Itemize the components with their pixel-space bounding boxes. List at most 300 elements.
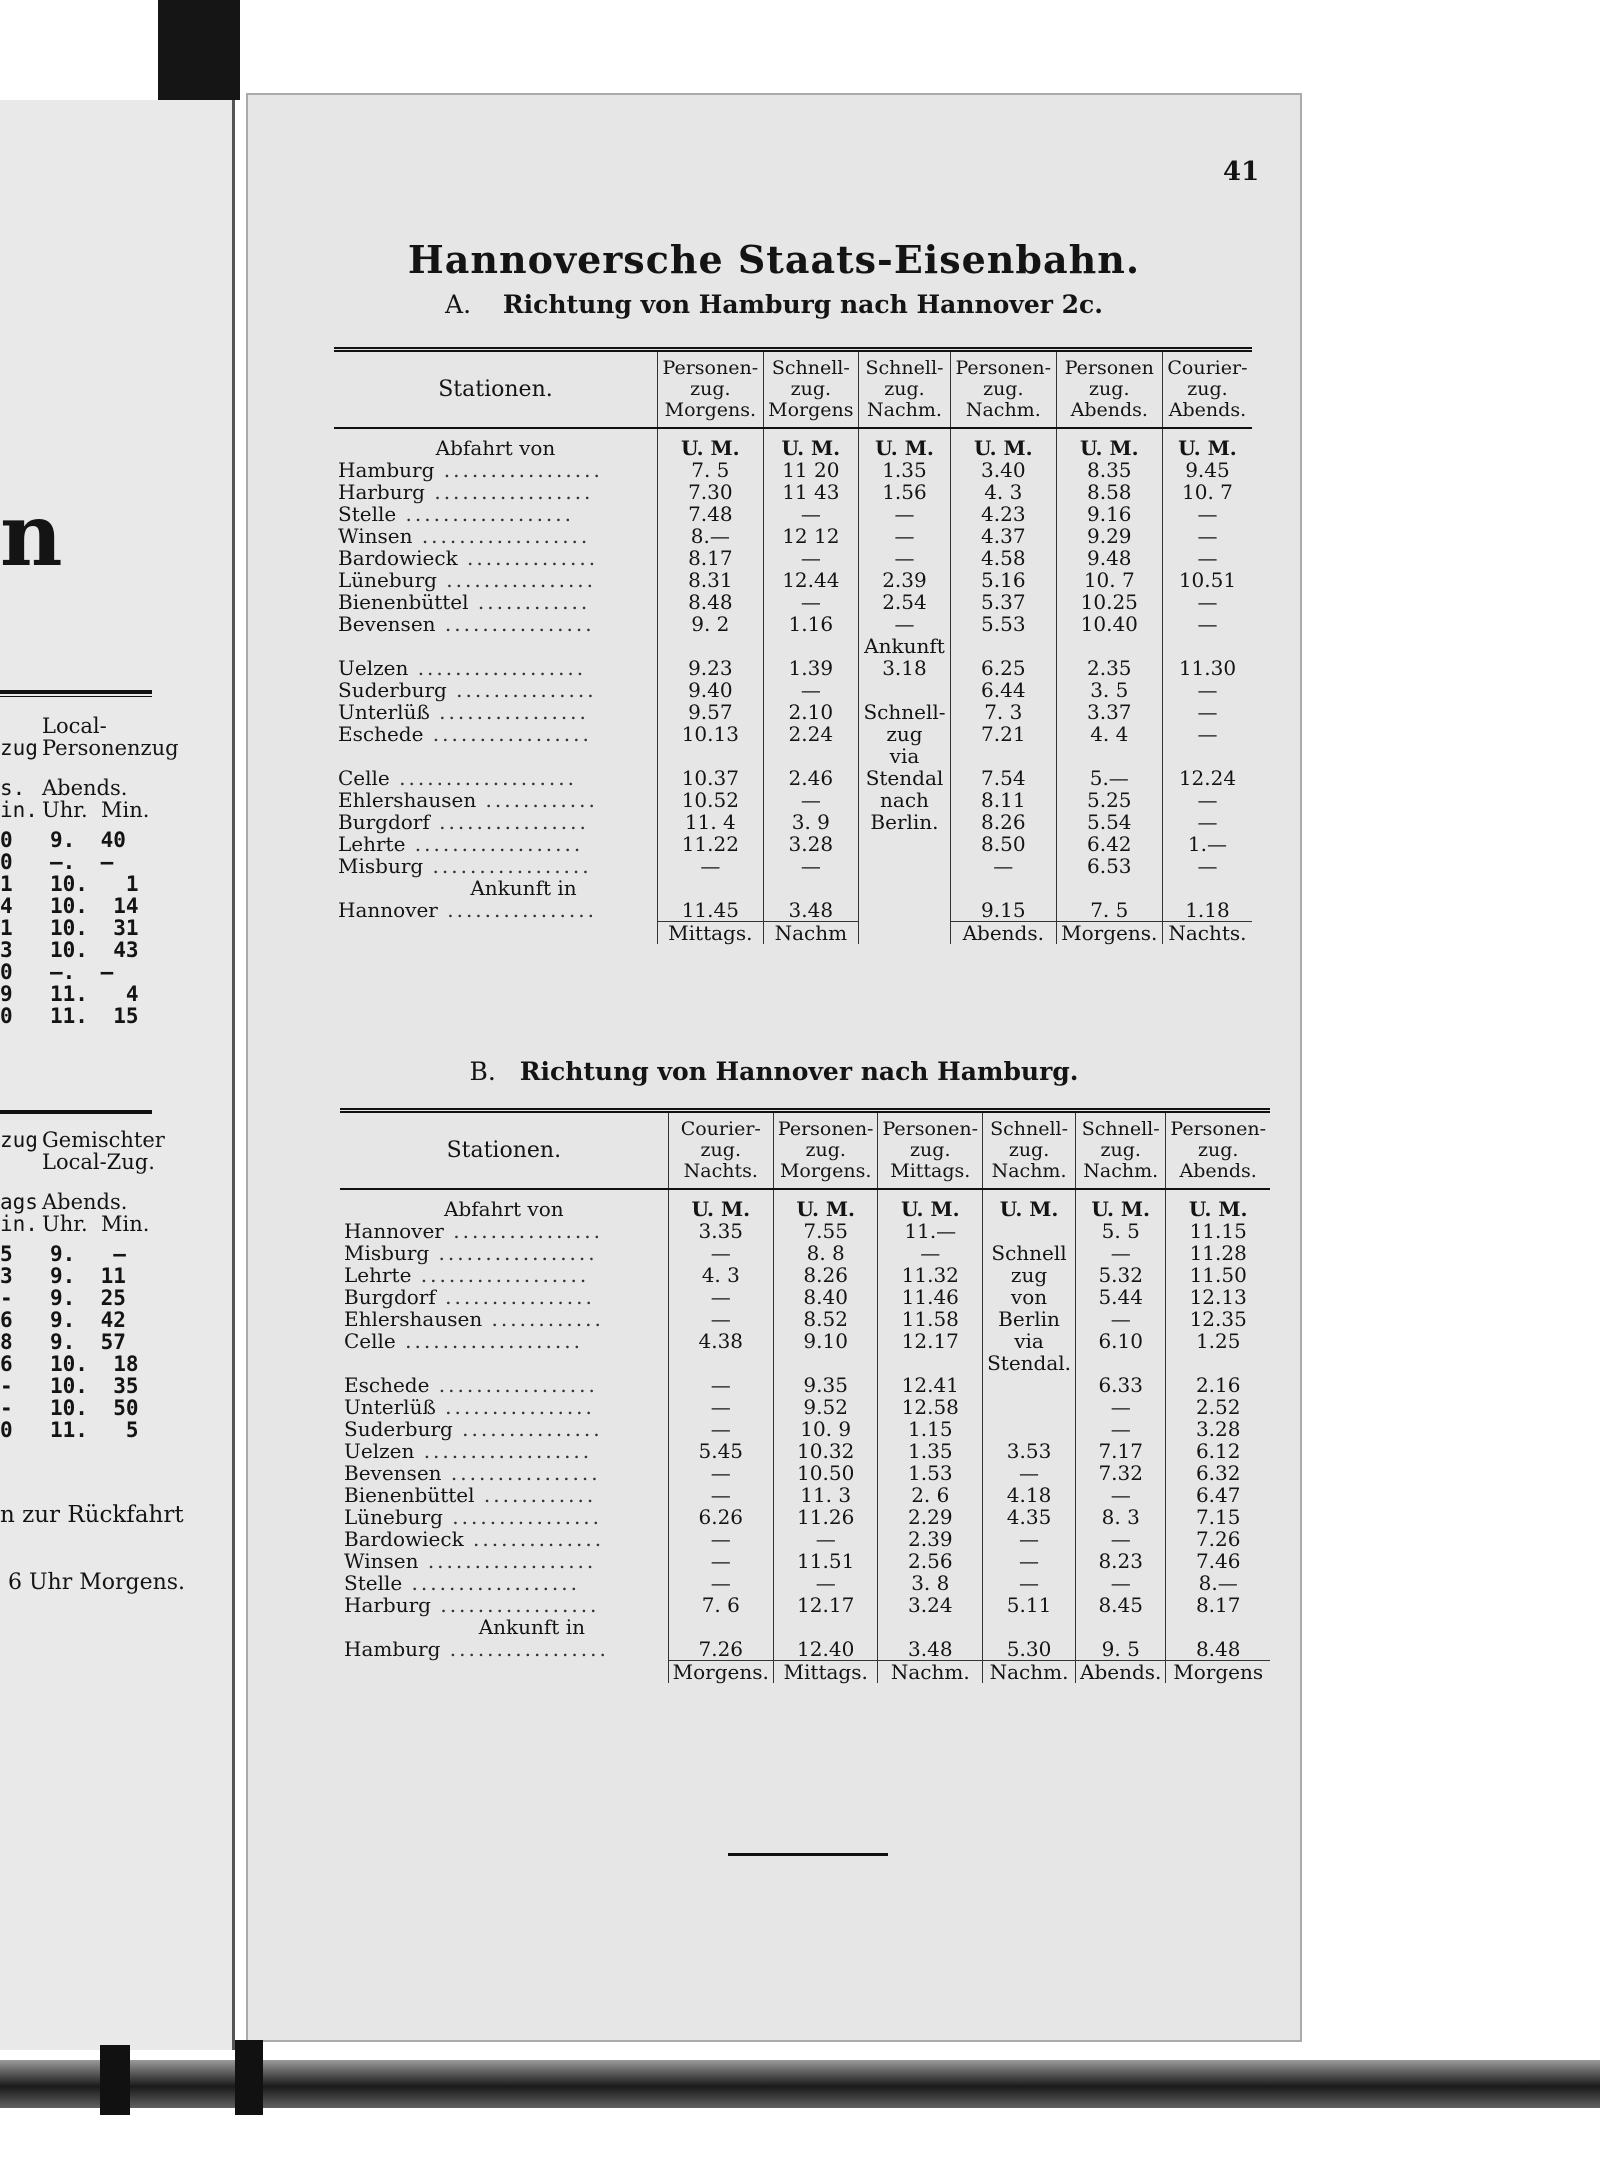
time-cell: 3.18 bbox=[858, 657, 950, 679]
column-header-line: zug. bbox=[1187, 378, 1228, 400]
left-header-cell: in. bbox=[0, 1212, 38, 1236]
left-cell: 0 bbox=[0, 1004, 13, 1028]
time-cell: 6.12 bbox=[1166, 1440, 1270, 1462]
left-cell: 10. 18 bbox=[50, 1352, 139, 1376]
station-name: Bardowieck bbox=[344, 1527, 464, 1551]
time-cell: 6.25 bbox=[950, 657, 1056, 679]
time-cell: 10. 9 bbox=[773, 1418, 878, 1440]
time-cell: 5.37 bbox=[950, 591, 1056, 613]
timetable-row bbox=[340, 1528, 1270, 1550]
leader-dots: .................. bbox=[396, 502, 574, 526]
time-cell: 11.— bbox=[878, 1220, 983, 1242]
time-cell: 8.— bbox=[1166, 1572, 1270, 1594]
left-cell: 3 bbox=[0, 938, 13, 962]
time-cell: — bbox=[1162, 701, 1252, 723]
timetable-row bbox=[340, 1286, 1270, 1308]
stations-header: Stationen. bbox=[438, 377, 553, 402]
station-cell bbox=[334, 547, 658, 569]
station-name: Bevensen bbox=[344, 1461, 442, 1485]
time-cell: 9.23 bbox=[658, 657, 764, 679]
station-name: Bienenbüttel bbox=[338, 590, 469, 614]
column-header-line: Schnell- bbox=[990, 1118, 1069, 1140]
time-cell: Ankunft bbox=[858, 635, 950, 657]
time-cell: — bbox=[668, 1374, 773, 1396]
time-cell: — bbox=[763, 547, 858, 569]
timetable-row bbox=[334, 569, 1252, 591]
time-cell: 7.17 bbox=[1076, 1440, 1166, 1462]
left-table-rule bbox=[0, 1110, 152, 1114]
timetable-hannover-hamburg bbox=[340, 1108, 1270, 1683]
empty-cell bbox=[858, 877, 950, 899]
time-cell: 4.58 bbox=[950, 547, 1056, 569]
leader-dots: ................. bbox=[430, 1593, 600, 1617]
time-cell: 5.— bbox=[1056, 767, 1162, 789]
timetable-row bbox=[340, 1308, 1270, 1330]
time-cell: 4.18 bbox=[983, 1484, 1076, 1506]
station-name: Bevensen bbox=[338, 612, 436, 636]
column-header bbox=[773, 1111, 878, 1190]
time-cell bbox=[858, 833, 950, 855]
time-cell: 11 20 bbox=[763, 459, 858, 481]
time-cell: 10.51 bbox=[1162, 569, 1252, 591]
time-cell: — bbox=[773, 1528, 878, 1550]
station-cell bbox=[334, 613, 658, 635]
station-name: Uelzen bbox=[338, 656, 409, 680]
left-table-rule bbox=[0, 690, 152, 694]
station-name: Unterlüß bbox=[338, 700, 430, 724]
time-cell bbox=[858, 899, 950, 922]
station-cell bbox=[340, 1242, 668, 1264]
time-cell: via bbox=[983, 1330, 1076, 1352]
leader-dots: ................. bbox=[429, 1373, 598, 1397]
leader-dots: .................. bbox=[408, 656, 587, 680]
column-header-line: Schnell- bbox=[865, 357, 944, 379]
time-of-day-note: Nachm bbox=[763, 922, 858, 945]
leader-dots: ................... bbox=[395, 1329, 583, 1353]
time-cell: — bbox=[1162, 525, 1252, 547]
timetable-row bbox=[334, 481, 1252, 503]
time-cell: 11. 4 bbox=[658, 811, 764, 833]
leader-dots: ............ bbox=[482, 1307, 604, 1331]
time-cell: Berlin. bbox=[858, 811, 950, 833]
left-cell: 10. 31 bbox=[50, 916, 139, 940]
station-cell bbox=[334, 723, 658, 745]
time-cell: 9.35 bbox=[773, 1374, 878, 1396]
column-header-line: Abends. bbox=[1179, 1160, 1257, 1182]
time-cell: 11 43 bbox=[763, 481, 858, 503]
time-cell: 5.32 bbox=[1076, 1264, 1166, 1286]
empty-cell bbox=[658, 877, 764, 899]
time-cell: 8.48 bbox=[658, 591, 764, 613]
station-cell bbox=[340, 1440, 668, 1462]
time-cell: 8.17 bbox=[658, 547, 764, 569]
column-header-line: zug. bbox=[690, 378, 731, 400]
column-header-line: zug. bbox=[805, 1139, 846, 1161]
unit-label: U. M. bbox=[983, 1189, 1076, 1220]
station-cell bbox=[334, 855, 658, 877]
time-cell: 2.16 bbox=[1166, 1374, 1270, 1396]
time-cell bbox=[1076, 1352, 1166, 1374]
column-header-line: zug. bbox=[910, 1139, 951, 1161]
empty-cell bbox=[878, 1616, 983, 1638]
leader-dots: ................. bbox=[434, 458, 603, 482]
empty-cell bbox=[668, 1616, 773, 1638]
station-cell bbox=[334, 657, 658, 679]
time-cell: 6.42 bbox=[1056, 833, 1162, 855]
column-header-line: Nachm. bbox=[965, 399, 1041, 421]
left-cell: 10. 14 bbox=[50, 894, 139, 918]
time-cell: 8.45 bbox=[1076, 1594, 1166, 1616]
time-cell bbox=[658, 635, 764, 657]
column-header bbox=[1076, 1111, 1166, 1190]
left-page-big-letter: n bbox=[0, 485, 63, 586]
time-cell bbox=[1162, 635, 1252, 657]
timetable-row bbox=[334, 833, 1252, 855]
station-name: Hannover bbox=[344, 1219, 444, 1243]
time-cell: 5.11 bbox=[983, 1594, 1076, 1616]
time-of-day-note: Nachm. bbox=[983, 1661, 1076, 1684]
time-cell: 12.40 bbox=[773, 1638, 878, 1661]
station-name: Celle bbox=[344, 1329, 396, 1353]
time-cell: — bbox=[668, 1242, 773, 1264]
time-cell: 7.46 bbox=[1166, 1550, 1270, 1572]
column-header-line: Morgens bbox=[768, 399, 854, 421]
column-header bbox=[858, 350, 950, 429]
time-cell: 5.54 bbox=[1056, 811, 1162, 833]
time-cell: 9.10 bbox=[773, 1330, 878, 1352]
leader-dots: ................ bbox=[441, 1461, 601, 1485]
time-cell bbox=[763, 635, 858, 657]
time-cell bbox=[950, 635, 1056, 657]
time-cell: — bbox=[763, 789, 858, 811]
left-cell: —. — bbox=[50, 960, 114, 984]
timetable-row bbox=[340, 1220, 1270, 1242]
left-cell: - bbox=[0, 1374, 13, 1398]
time-cell: 10.40 bbox=[1056, 613, 1162, 635]
time-cell: — bbox=[1162, 591, 1252, 613]
leader-dots: .............. bbox=[463, 1527, 605, 1551]
time-cell: — bbox=[1162, 789, 1252, 811]
time-cell: — bbox=[1076, 1528, 1166, 1550]
time-cell: 11.30 bbox=[1162, 657, 1252, 679]
left-cell: 0 bbox=[0, 850, 13, 874]
leader-dots: ................ bbox=[429, 700, 589, 724]
column-header-line: Nachts. bbox=[683, 1160, 758, 1182]
time-cell: — bbox=[858, 613, 950, 635]
leader-dots: ................ bbox=[443, 1219, 603, 1243]
station-cell bbox=[340, 1462, 668, 1484]
time-cell: 4. 3 bbox=[950, 481, 1056, 503]
station-cell bbox=[334, 481, 658, 503]
time-cell: — bbox=[1162, 547, 1252, 569]
time-cell: 1.56 bbox=[858, 481, 950, 503]
station-cell bbox=[340, 1528, 668, 1550]
time-cell: 11.58 bbox=[878, 1308, 983, 1330]
unit-label: U. M. bbox=[763, 428, 858, 459]
time-cell: — bbox=[983, 1572, 1076, 1594]
leader-dots: ................. bbox=[423, 854, 592, 878]
timetable-row bbox=[340, 1352, 1270, 1374]
time-cell: — bbox=[763, 591, 858, 613]
time-cell: 8.23 bbox=[1076, 1550, 1166, 1572]
time-cell bbox=[668, 1352, 773, 1374]
time-cell: — bbox=[1162, 723, 1252, 745]
timetable-row bbox=[334, 811, 1252, 833]
left-note-morning: 6 Uhr Morgens. bbox=[8, 1570, 186, 1595]
left-cell: 9. 42 bbox=[50, 1308, 126, 1332]
time-cell: — bbox=[668, 1572, 773, 1594]
time-cell: 3. 5 bbox=[1056, 679, 1162, 701]
station-cell bbox=[340, 1396, 668, 1418]
time-cell: 9.15 bbox=[950, 899, 1056, 922]
ankunft-row bbox=[334, 877, 1252, 899]
time-cell: 7.21 bbox=[950, 723, 1056, 745]
time-cell: 8. 3 bbox=[1076, 1506, 1166, 1528]
leader-dots: .................. bbox=[414, 1439, 593, 1463]
station-name: Hamburg bbox=[344, 1637, 441, 1661]
time-cell: 8.26 bbox=[773, 1264, 878, 1286]
station-name: Stelle bbox=[344, 1571, 403, 1595]
page-number: 41 bbox=[1223, 157, 1260, 187]
time-cell: 1.18 bbox=[1162, 899, 1252, 922]
empty-cell bbox=[1076, 1616, 1166, 1638]
time-cell: Schnell bbox=[983, 1242, 1076, 1264]
station-name: Bienenbüttel bbox=[344, 1483, 475, 1507]
column-header-line: Personen- bbox=[882, 1118, 979, 1140]
leader-dots: ................. bbox=[423, 722, 592, 746]
section-a-letter: A. bbox=[445, 290, 472, 319]
time-cell: 3.24 bbox=[878, 1594, 983, 1616]
left-table-rule-thin bbox=[0, 696, 152, 697]
time-cell: 11.51 bbox=[773, 1550, 878, 1572]
timetable-page bbox=[248, 95, 1300, 2040]
timetable-row bbox=[334, 591, 1252, 613]
column-header bbox=[878, 1111, 983, 1190]
station-name: Misburg bbox=[344, 1241, 430, 1265]
column-header-line: Nachm. bbox=[991, 1160, 1067, 1182]
left-cell: - bbox=[0, 1286, 13, 1310]
time-cell: 8.48 bbox=[1166, 1638, 1270, 1661]
time-cell: 3.28 bbox=[763, 833, 858, 855]
time-cell: 8.40 bbox=[773, 1286, 878, 1308]
leader-dots: .................. bbox=[418, 1549, 597, 1573]
station-cell bbox=[334, 811, 658, 833]
station-cell bbox=[334, 525, 658, 547]
station-name: Burgdorf bbox=[344, 1285, 436, 1309]
timetable-row bbox=[340, 1484, 1270, 1506]
leader-dots: ................. bbox=[424, 480, 594, 504]
time-cell: 1.53 bbox=[878, 1462, 983, 1484]
leader-dots: .............. bbox=[457, 546, 599, 570]
time-cell: — bbox=[668, 1462, 773, 1484]
time-cell: 7.48 bbox=[658, 503, 764, 525]
unit-label: U. M. bbox=[950, 428, 1056, 459]
station-name: Uelzen bbox=[344, 1439, 415, 1463]
stations-header: Stationen. bbox=[446, 1138, 562, 1163]
time-cell: — bbox=[668, 1286, 773, 1308]
time-cell: 1.25 bbox=[1166, 1330, 1270, 1352]
time-cell: 6.53 bbox=[1056, 855, 1162, 877]
column-header bbox=[983, 1111, 1076, 1190]
footer-row bbox=[340, 1661, 1270, 1684]
leader-dots: ................ bbox=[436, 568, 597, 592]
unit-label: U. M. bbox=[858, 428, 950, 459]
time-cell: 2.52 bbox=[1166, 1396, 1270, 1418]
station-name: Ehlershausen bbox=[338, 788, 477, 812]
column-header-line: Morgens. bbox=[664, 399, 757, 421]
time-cell: — bbox=[763, 679, 858, 701]
station-name: Lüneburg bbox=[344, 1505, 443, 1529]
station-cell bbox=[340, 1506, 668, 1528]
timetable-row bbox=[334, 723, 1252, 745]
time-cell: 2.24 bbox=[763, 723, 858, 745]
unit-label: U. M. bbox=[878, 1189, 983, 1220]
time-cell bbox=[983, 1418, 1076, 1440]
time-cell: — bbox=[1162, 811, 1252, 833]
time-cell: 9.40 bbox=[658, 679, 764, 701]
time-cell: 12.17 bbox=[773, 1594, 878, 1616]
time-cell: 9.16 bbox=[1056, 503, 1162, 525]
timetable-row bbox=[334, 701, 1252, 723]
time-cell: 4.23 bbox=[950, 503, 1056, 525]
left-cell: - bbox=[0, 1396, 13, 1420]
station-name: Winsen bbox=[344, 1549, 419, 1573]
left-cell: 9. — bbox=[50, 1242, 126, 1266]
time-cell: 8. 8 bbox=[773, 1242, 878, 1264]
empty-cell bbox=[983, 1616, 1076, 1638]
time-cell: 12.44 bbox=[763, 569, 858, 591]
station-cell bbox=[334, 569, 658, 591]
time-cell: 12.13 bbox=[1166, 1286, 1270, 1308]
column-header-line: Courier- bbox=[1167, 357, 1248, 379]
leader-dots: ............... bbox=[446, 678, 597, 702]
time-cell: 10. 7 bbox=[1162, 481, 1252, 503]
time-cell: 8.50 bbox=[950, 833, 1056, 855]
station-cell bbox=[340, 1594, 668, 1616]
timetable-row bbox=[334, 547, 1252, 569]
time-cell bbox=[858, 855, 950, 877]
empty-cell bbox=[334, 922, 658, 945]
column-header-line: Personen- bbox=[662, 357, 759, 379]
time-cell: Berlin bbox=[983, 1308, 1076, 1330]
empty-cell bbox=[763, 877, 858, 899]
time-cell: 5.45 bbox=[668, 1440, 773, 1462]
left-cell: 11. 15 bbox=[50, 1004, 139, 1028]
time-cell: 11.26 bbox=[773, 1506, 878, 1528]
left-cell: 10. 50 bbox=[50, 1396, 139, 1420]
time-cell: — bbox=[983, 1528, 1076, 1550]
station-cell bbox=[340, 1484, 668, 1506]
station-name: Eschede bbox=[338, 722, 424, 746]
station-cell bbox=[334, 899, 658, 922]
column-header-line: Mittags. bbox=[890, 1160, 971, 1182]
timetable-row bbox=[340, 1418, 1270, 1440]
time-cell: — bbox=[658, 855, 764, 877]
leader-dots: ................ bbox=[435, 1285, 595, 1309]
leader-dots: ................... bbox=[389, 766, 577, 790]
time-cell: 8.52 bbox=[773, 1308, 878, 1330]
left-header-cell: Local-Zug. bbox=[42, 1150, 155, 1174]
unit-label: U. M. bbox=[1056, 428, 1162, 459]
station-name: Eschede bbox=[344, 1373, 430, 1397]
time-cell: 9.57 bbox=[658, 701, 764, 723]
column-header-line: Personen- bbox=[1170, 1118, 1266, 1140]
time-cell bbox=[658, 745, 764, 767]
timetable-row bbox=[334, 459, 1252, 481]
time-cell: 1.35 bbox=[878, 1440, 983, 1462]
station-name: Ehlershausen bbox=[344, 1307, 483, 1331]
time-cell: 1.15 bbox=[878, 1418, 983, 1440]
left-header-cell: Local- bbox=[42, 714, 107, 738]
time-cell: 2.56 bbox=[878, 1550, 983, 1572]
time-cell: 9. 5 bbox=[1076, 1638, 1166, 1661]
time-cell: 2.46 bbox=[763, 767, 858, 789]
station-cell bbox=[334, 833, 658, 855]
time-cell: — bbox=[1076, 1572, 1166, 1594]
station-cell bbox=[340, 1308, 668, 1330]
time-cell: — bbox=[983, 1550, 1076, 1572]
left-cell: 1 bbox=[0, 916, 13, 940]
time-cell: 10.13 bbox=[658, 723, 764, 745]
time-cell: 7.26 bbox=[668, 1638, 773, 1661]
time-of-day-note: Mittags. bbox=[658, 922, 764, 945]
left-header-cell: zug bbox=[0, 1128, 38, 1152]
timetable-row bbox=[334, 767, 1252, 789]
column-header-line: zug. bbox=[1197, 1139, 1239, 1161]
station-name: Unterlüß bbox=[344, 1395, 436, 1419]
time-cell: 4.37 bbox=[950, 525, 1056, 547]
column-header bbox=[658, 350, 764, 429]
time-cell: 10.52 bbox=[658, 789, 764, 811]
left-facing-page bbox=[0, 100, 235, 2050]
time-cell: 5.44 bbox=[1076, 1286, 1166, 1308]
time-cell bbox=[950, 745, 1056, 767]
left-header-cell: ags bbox=[0, 1190, 38, 1214]
left-cell: 5 bbox=[0, 1242, 13, 1266]
time-cell: 12.24 bbox=[1162, 767, 1252, 789]
leader-dots: ............ bbox=[476, 788, 598, 812]
time-cell: — bbox=[668, 1550, 773, 1572]
station-name: Winsen bbox=[338, 524, 413, 548]
time-cell: von bbox=[983, 1286, 1076, 1308]
time-cell: — bbox=[950, 855, 1056, 877]
left-header-cell: Personenzug bbox=[42, 736, 179, 760]
timetable-row bbox=[340, 1462, 1270, 1484]
time-cell: 8.35 bbox=[1056, 459, 1162, 481]
timetable-row bbox=[340, 1506, 1270, 1528]
time-cell: 12.41 bbox=[878, 1374, 983, 1396]
time-of-day-note: Nachm. bbox=[878, 1661, 983, 1684]
timetable-row bbox=[340, 1594, 1270, 1616]
empty-cell bbox=[1166, 1616, 1270, 1638]
column-header-line: Morgens. bbox=[779, 1160, 872, 1182]
column-header-line: Nachm. bbox=[867, 399, 942, 421]
left-cell: 0 bbox=[0, 828, 13, 852]
left-cell: 0 bbox=[0, 1418, 13, 1442]
time-cell: zug bbox=[983, 1264, 1076, 1286]
column-header bbox=[1166, 1111, 1270, 1190]
time-cell: 3.28 bbox=[1166, 1418, 1270, 1440]
section-b-letter: B. bbox=[469, 1057, 496, 1086]
abfahrt-label: Abfahrt von bbox=[435, 436, 556, 460]
time-cell: 11.32 bbox=[878, 1264, 983, 1286]
time-cell: 7.55 bbox=[773, 1220, 878, 1242]
left-header-cell: in. bbox=[0, 798, 38, 822]
time-cell: 11.45 bbox=[658, 899, 764, 922]
time-cell: 7. 5 bbox=[1056, 899, 1162, 922]
time-cell: 8.31 bbox=[658, 569, 764, 591]
column-header-line: zug. bbox=[1089, 378, 1130, 400]
